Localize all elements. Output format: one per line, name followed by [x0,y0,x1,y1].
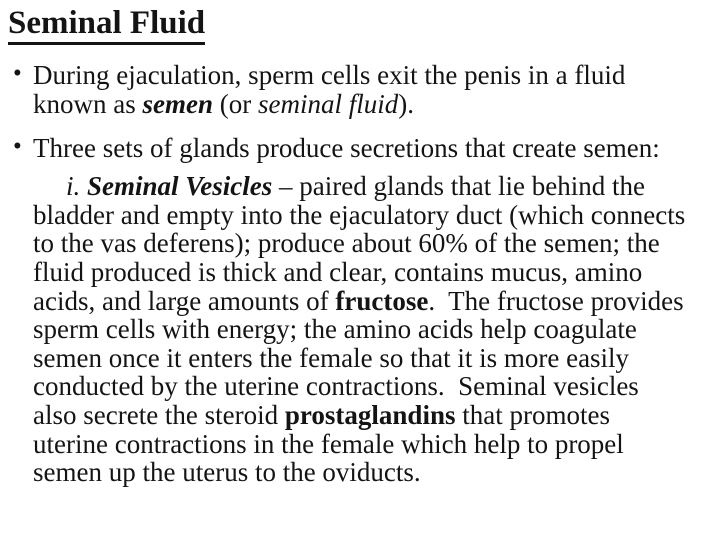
text-run: semen up the uterus to the oviducts. [33,457,421,488]
text-run: (or [213,88,258,119]
text-line [33,287,716,316]
text-run: to the vas deferens); produce about 60% of the semen; the [33,228,660,259]
text-run: sperm cells with energy; the amino acids help coagulate [33,314,637,345]
text-line [33,372,716,401]
text-run: semen [142,88,213,119]
text-run: also secrete the steroid [33,399,285,430]
text-run: known as [33,88,143,119]
slide-title-text: Seminal Fluid [8,7,205,45]
text-line [33,172,716,201]
text-line [33,458,716,487]
bullet-item [10,134,716,163]
text-run: i. [66,171,88,202]
page-title [8,7,205,45]
bullet-marker: • [13,60,22,87]
text-run: bladder and empty into the ejaculatory duct (which connects [33,199,686,230]
text-run: fluid produced is thick and clear, contains mucus, amino [33,256,643,287]
text-run: acids, and large amounts of [33,285,336,316]
text-run: semen once it enters the female so that it is more easily [33,342,630,373]
text-run: that promotes [455,399,610,430]
text-line [33,201,716,230]
text-run: uterine contractions in the female which help to propel [33,428,624,459]
text-run: prostaglandins [284,399,456,430]
text-line [33,401,716,430]
bullet-item [10,61,716,118]
text-line [33,258,716,287]
text-run: During ejaculation, sperm cells exit the penis in a fluid [33,60,626,90]
text-line [33,315,716,344]
text-run: ). [398,88,414,119]
sub-paragraph [10,172,716,487]
text-line [33,344,716,373]
bullet-marker: • [13,133,22,161]
text-line [33,430,716,459]
text-run: Three sets of glands produce secretions that create semen: [33,133,660,164]
text-line [33,90,716,119]
slide-body [10,61,716,487]
text-run: Seminal Vesicles [87,171,273,202]
text-line [33,61,716,90]
text-run: fructose [335,285,429,316]
text-run: conducted by the uterine contractions. Seminal vesicles [33,371,639,402]
text-run: seminal fluid [257,88,399,119]
text-line [33,134,716,163]
text-run: . The fructose provides [428,285,684,316]
text-run: – paired glands that lie behind the [272,171,645,202]
text-line [33,229,716,258]
